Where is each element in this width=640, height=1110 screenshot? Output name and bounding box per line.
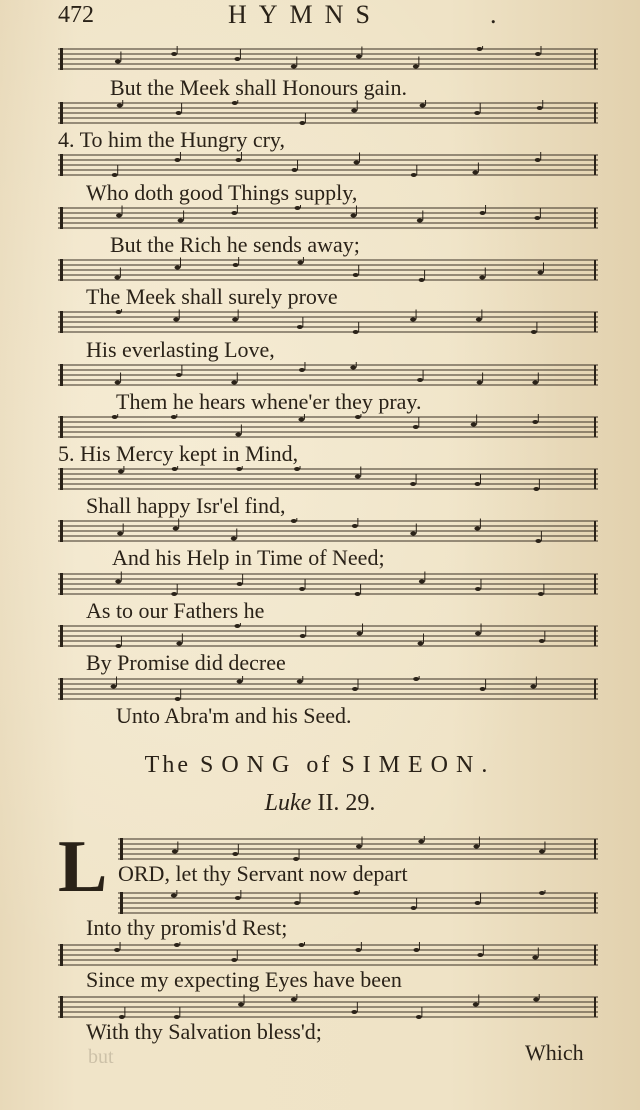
verse-line: 5. His Mercy kept in Mind, — [58, 441, 299, 466]
music-staff — [58, 100, 598, 126]
verse-line: But the Meek shall Honours gain. — [110, 75, 407, 100]
verse-number: 4. — [58, 127, 75, 152]
verse-line: His everlasting Love, — [86, 337, 275, 362]
music-staff — [58, 518, 598, 544]
verse-line: Them he hears whene'er they pray. — [116, 389, 422, 414]
song-line: With thy Salvation bless'd; — [86, 1019, 322, 1044]
header-dot: . — [490, 0, 497, 29]
verse-line: But the Rich he sends away; — [110, 232, 360, 257]
verse-line: Unto Abra'm and his Seed. — [116, 703, 352, 728]
music-staff — [58, 309, 598, 335]
music-staff — [58, 571, 598, 597]
verse-line: Shall happy Isr'el find, — [86, 493, 286, 518]
music-staff — [58, 623, 598, 649]
verse-line: By Promise did decree — [86, 650, 286, 675]
song-line: Since my expecting Eyes have been — [86, 967, 402, 992]
music-staff — [58, 466, 598, 492]
page-header — [0, 0, 640, 40]
catchword: Which — [525, 1040, 584, 1065]
verse-line: Who doth good Things supply, — [86, 180, 358, 205]
music-staff — [58, 257, 598, 283]
music-staff — [58, 205, 598, 231]
verse-line: And his Help in Time of Need; — [112, 545, 385, 570]
music-staff — [58, 942, 598, 968]
music-staff — [58, 362, 598, 388]
music-staff — [118, 836, 598, 862]
verse-line: As to our Fathers he — [86, 598, 265, 623]
music-staff — [58, 414, 598, 440]
song-line: ORD, let thy Servant now depart — [118, 861, 408, 886]
music-staff — [58, 152, 598, 178]
verse-number: 5. — [58, 441, 75, 466]
verse-line: 4. To him the Hungry cry, — [58, 127, 285, 152]
song-title: The SONG of SIMEON. — [144, 752, 496, 778]
music-staff — [58, 46, 598, 72]
music-staff — [118, 890, 598, 916]
running-head: HYMNS — [228, 0, 382, 29]
drop-cap: L — [58, 826, 108, 908]
music-staff — [58, 676, 598, 702]
verse-line: The Meek shall surely prove — [86, 284, 338, 309]
song-line: Into thy promis'd Rest; — [86, 915, 288, 940]
song-subtitle: Luke II. 29. — [264, 790, 376, 816]
bleed-through-text: but — [88, 1046, 114, 1068]
page-number: 472 — [58, 2, 94, 28]
music-staff — [58, 994, 598, 1020]
